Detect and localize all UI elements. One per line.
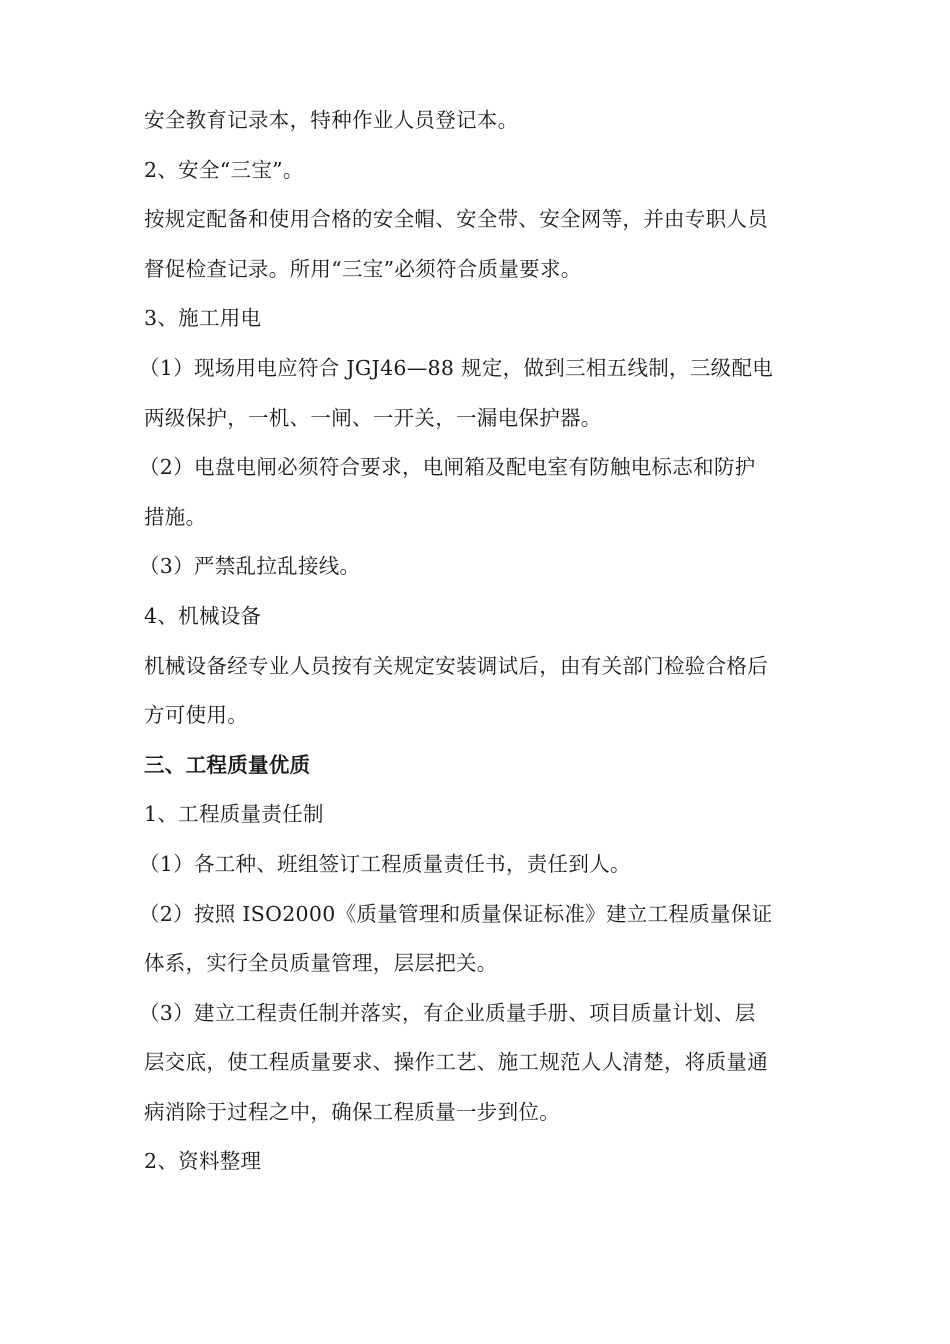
text-line: 层交底，使工程质量要求、操作工艺、施工规范人人清楚，将质量通 [144,1050,768,1075]
text-line: （1）现场用电应符合 JGJ46—88 规定，做到三相五线制，三级配电 [139,355,774,380]
text-line: 病消除于过程之中，确保工程质量一步到位。 [144,1099,560,1124]
text-line: （3）严禁乱拉乱接线。 [139,554,361,579]
section-item-heading: 4、机械设备 [144,603,262,628]
section-item-heading: 2、资料整理 [144,1149,262,1174]
text-line: （1）各工种、班组签订工程质量责任书，责任到人。 [139,851,631,876]
text-line: 按规定配备和使用合格的安全帽、安全带、安全网等，并由专职人员 [144,207,768,232]
section-item-heading: 1、工程质量责任制 [144,802,324,827]
section-item-heading: 3、施工用电 [144,306,262,331]
text-line: 安全教育记录本，特种作业人员登记本。 [144,108,519,132]
section-heading: 三、工程质量优质 [144,752,311,777]
text-line: 方可使用。 [144,703,248,728]
document-body [139,96,824,1187]
section-item-heading: 2、安全“三宝”。 [144,157,304,182]
text-line: 机械设备经专业人员按有关规定安装调试后，由有关部门检验合格后 [144,653,768,678]
text-line: 督促检查记录。所用“三宝”必须符合质量要求。 [144,256,582,281]
text-line: 两级保护，一机、一闸、一开关，一漏电保护器。 [144,405,602,430]
text-line: 措施。 [144,504,207,529]
text-line: （2）电盘电闸必须符合要求，电闸箱及配电室有防触电标志和防护 [139,455,756,480]
text-line: 体系，实行全员质量管理，层层把关。 [144,951,498,976]
text-line: （2）按照 ISO2000《质量管理和质量保证标准》建立工程质量保证 [139,901,773,926]
text-line: （3）建立工程责任制并落实，有企业质量手册、项目质量计划、层 [139,1000,756,1025]
